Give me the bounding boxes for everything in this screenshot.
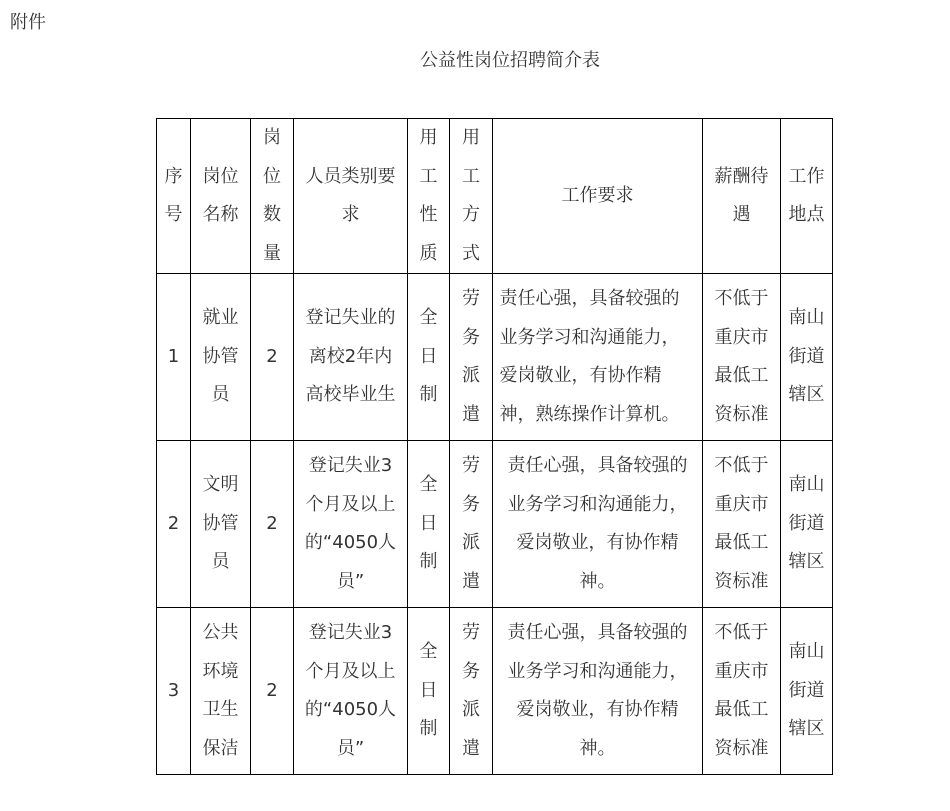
- cell-seq: 3: [157, 608, 191, 775]
- cell-position: 公共环境卫生保洁: [191, 608, 251, 775]
- cell-count: 2: [251, 608, 294, 775]
- cell-method: 劳务派遣: [450, 441, 493, 608]
- header-personnel: 人员类别要求: [294, 119, 408, 274]
- attachment-label: 附件: [10, 12, 46, 33]
- cell-location: 南山街道辖区: [781, 274, 833, 441]
- header-seq: 序号: [157, 119, 191, 274]
- cell-nature: 全日制: [408, 274, 450, 441]
- header-requirements: 工作要求: [493, 119, 703, 274]
- cell-nature: 全日制: [408, 608, 450, 775]
- cell-location: 南山街道辖区: [781, 441, 833, 608]
- table-row: [157, 441, 833, 608]
- cell-seq: 1: [157, 274, 191, 441]
- document-title: 公益性岗位招聘简介表: [420, 50, 600, 71]
- cell-requirements: 责任心强，具备较强的业务学习和沟通能力，爱岗敬业，有协作精神。: [493, 608, 703, 775]
- cell-personnel: 登记失业3个月及以上的“4050人员”: [294, 608, 408, 775]
- cell-location: 南山街道辖区: [781, 608, 833, 775]
- cell-personnel: 登记失业的离校2年内高校毕业生: [294, 274, 408, 441]
- table-row: [157, 608, 833, 775]
- cell-method: 劳务派遣: [450, 274, 493, 441]
- table-row: [157, 274, 833, 441]
- cell-personnel: 登记失业3个月及以上的“4050人员”: [294, 441, 408, 608]
- header-nature: 用工性质: [408, 119, 450, 274]
- cell-salary: 不低于重庆市最低工资标准: [703, 441, 781, 608]
- recruitment-table: [156, 118, 833, 775]
- cell-count: 2: [251, 274, 294, 441]
- cell-method: 劳务派遣: [450, 608, 493, 775]
- header-method: 用工方式: [450, 119, 493, 274]
- cell-requirements: 责任心强，具备较强的业务学习和沟通能力，爱岗敬业，有协作精神，熟练操作计算机。: [493, 274, 703, 441]
- table-header-row: [157, 119, 833, 274]
- header-location: 工作地点: [781, 119, 833, 274]
- cell-requirements: 责任心强，具备较强的业务学习和沟通能力，爱岗敬业，有协作精神。: [493, 441, 703, 608]
- cell-salary: 不低于重庆市最低工资标准: [703, 274, 781, 441]
- cell-salary: 不低于重庆市最低工资标准: [703, 608, 781, 775]
- cell-seq: 2: [157, 441, 191, 608]
- header-salary: 薪酬待遇: [703, 119, 781, 274]
- cell-nature: 全日制: [408, 441, 450, 608]
- cell-position: 文明协管员: [191, 441, 251, 608]
- header-position: 岗位名称: [191, 119, 251, 274]
- cell-position: 就业协管员: [191, 274, 251, 441]
- header-count: 岗位数量: [251, 119, 294, 274]
- cell-count: 2: [251, 441, 294, 608]
